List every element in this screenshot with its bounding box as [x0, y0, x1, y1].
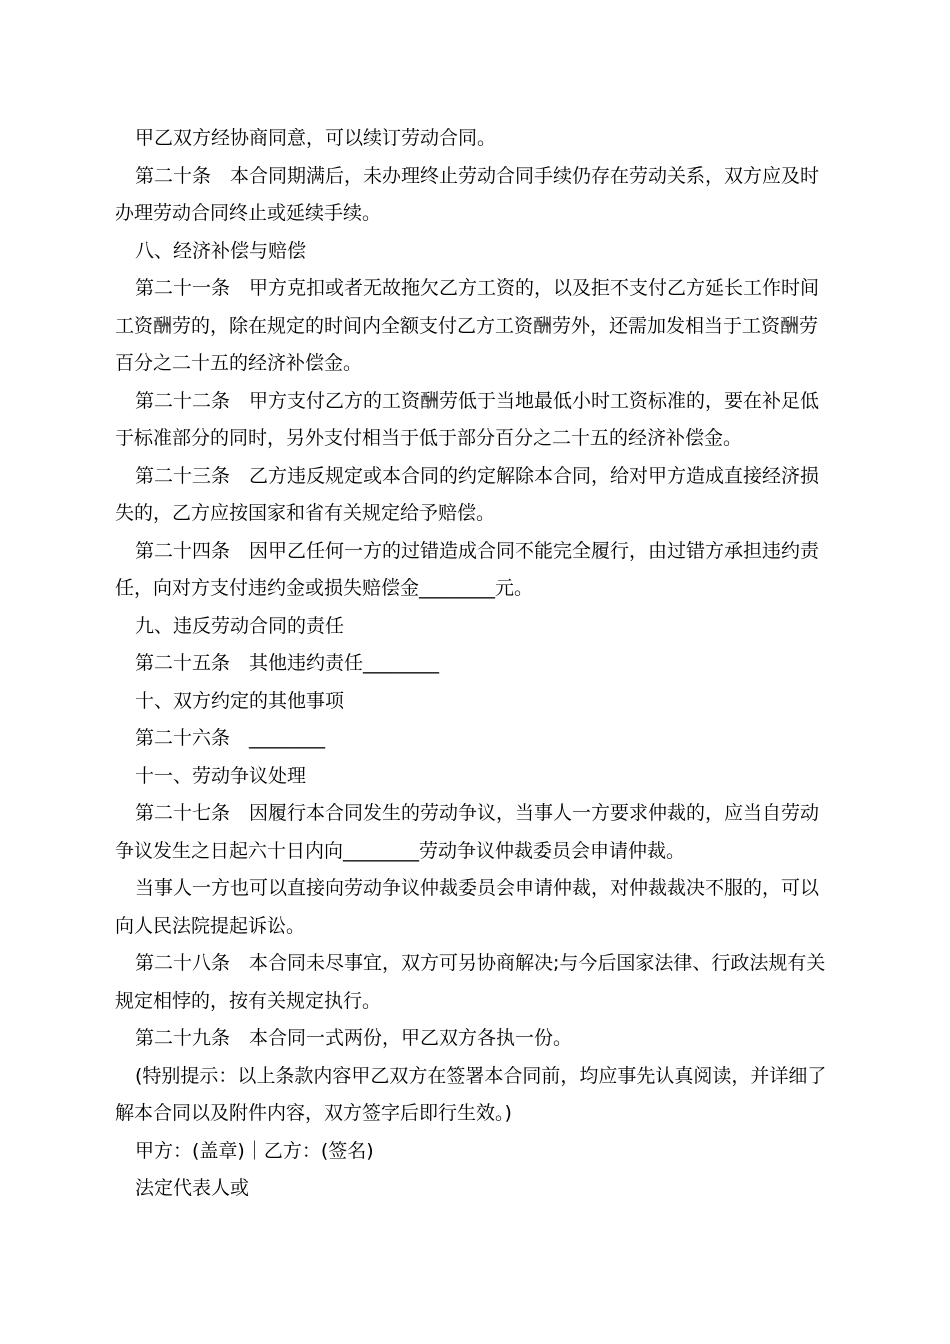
document-body [115, 120, 835, 1208]
article-28: 第二十八条 本合同未尽事宜，双方可另协商解决;与今后国家法律、行政法规有关规定相悖的，按有关规定执行。 [115, 952, 826, 1012]
article-25: 第二十五条 其他违约责任________ [135, 652, 440, 674]
article-23: 第二十三条 乙方违反规定或本合同的约定解除本合同，给对甲方造成直接经济损失的，乙方应按国家和省有关规定给予赔偿。 [115, 464, 820, 524]
paragraph-litigation: 当事人一方也可以直接向劳动争议仲裁委员会申请仲裁，对仲裁裁决不服的，可以向人民法院提起诉讼。 [115, 877, 820, 937]
article-27: 第二十七条 因履行本合同发生的劳动争议，当事人一方要求仲裁的，应当自劳动争议发生之日起六十日内向________劳动争议仲裁委员会申请仲裁。 [115, 802, 820, 862]
article-26: 第二十六条 ________ [135, 727, 326, 749]
signature-line: 甲方：(盖章)｜乙方：(签名) [135, 1139, 374, 1162]
article-20: 第二十条 本合同期满后，未办理终止劳动合同手续仍存在劳动关系，双方应及时办理劳动合同终止或延续手续。 [115, 164, 820, 224]
legal-representative-line: 法定代表人或 [135, 1177, 250, 1199]
section-heading-10: 十、双方约定的其他事项 [135, 689, 345, 712]
special-note: (特别提示：以上条款内容甲乙双方在签署本合同前，均应事先认真阅读，并详细了解本合同以及附件内容，双方签字后即行生效。) [115, 1064, 827, 1124]
paragraph-renewal: 甲乙双方经协商同意，可以续订劳动合同。 [135, 127, 497, 149]
article-29: 第二十九条 本合同一式两份，甲乙双方各执一份。 [135, 1027, 573, 1049]
section-heading-8: 八、经济补偿与赔偿 [135, 239, 307, 262]
article-24: 第二十四条 因甲乙任何一方的过错造成合同不能完全履行，由过错方承担违约责任，向对方支付违约金或损失赔偿金________元。 [115, 539, 820, 599]
article-21: 第二十一条 甲方克扣或者无故拖欠乙方工资的，以及拒不支付乙方延长工作时间工资酬劳的，除在规定的时间内全额支付乙方工资酬劳外，还需加发相当于工资酬劳百分之二十五的经济补偿金。 [115, 277, 820, 374]
article-22: 第二十二条 甲方支付乙方的工资酬劳低于当地最低小时工资标准的，要在补足低于标准部分的同时，另外支付相当于低于部分百分之二十五的经济补偿金。 [115, 389, 820, 449]
section-heading-9: 九、违反劳动合同的责任 [135, 614, 345, 637]
section-heading-11: 十一、劳动争议处理 [135, 764, 307, 787]
